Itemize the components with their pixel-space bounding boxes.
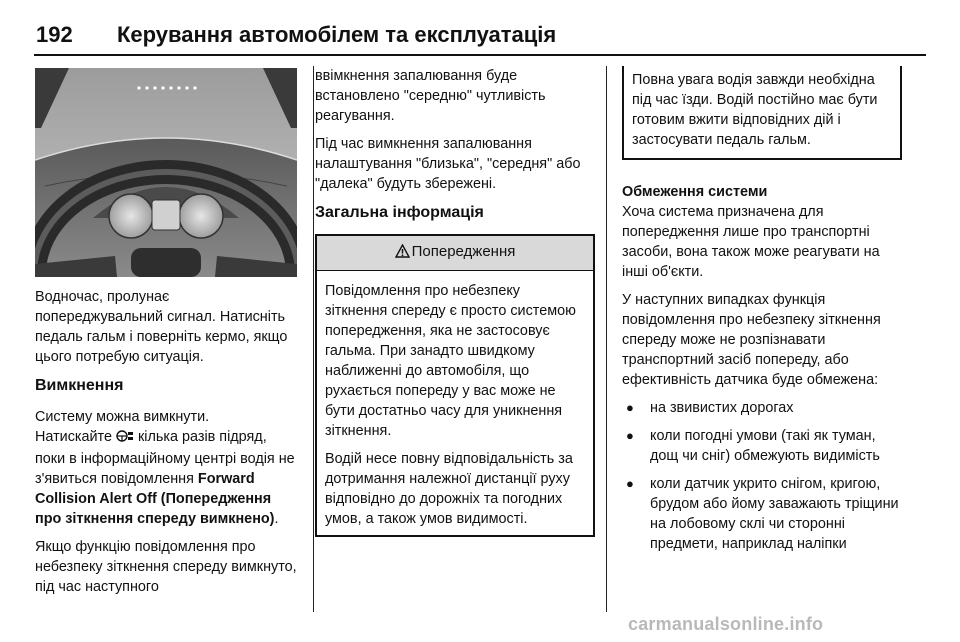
- column-left: [35, 287, 300, 605]
- page-title: Керування автомобілем та експлуатація: [117, 22, 557, 47]
- message-text: Forward Collision Alert Off (Попередження про зіткнення спереду вимкнено): [35, 471, 275, 527]
- page-number: 192: [36, 22, 73, 47]
- warning-body: [317, 271, 593, 535]
- paragraph: Водій несе повну відповідальність за дотримання належної дистанції руху відповідно до дорожніх та погодних умов, а також умов видимості.: [325, 451, 573, 527]
- warning-box: [315, 234, 595, 537]
- page-header: [0, 0, 960, 58]
- watermark: carmanualsonline.info: [628, 614, 824, 634]
- section-heading-limits: Обмеження системи: [622, 184, 768, 200]
- list-item: ● коли погодні умови (такі як туман, дощ чи сніг) обмежують видимість: [622, 426, 902, 466]
- section-heading-off: Вимкнення: [35, 377, 124, 394]
- column-divider-2: [606, 66, 607, 612]
- paragraph: Повідомлення про небезпеку зіткнення спереду є просто системою попередження, яка не застосовує гальма. При занадто швидкому наближенні до автомобіля, що рухається попереду у вас може не бути достатньо часу для уникнення зіткнення.: [325, 283, 576, 439]
- paragraph: У наступних випадках функція повідомлення про небезпеку зіткнення спереду може не розпізнавати транспортний засіб попереду, або ефективність датчика буде обмежена:: [622, 292, 881, 388]
- paragraph: ввімкнення запалювання буде встановлено "середню" чутливість реагування.: [315, 68, 546, 124]
- steering-wheel-distance-icon: [116, 429, 134, 449]
- paragraph: Хоча система призначена для попередження лише про транспортні засоби, вона також може реагувати на інші об'єкти.: [622, 204, 880, 280]
- warning-triangle-icon: [395, 244, 410, 264]
- hud-illustration: [35, 68, 297, 277]
- paragraph: Повна увага водія завжди необхідна під час їзди. Водій постійно має бути готовим вжити відповідних дій і застосувати педаль гальм.: [632, 72, 878, 148]
- list-item: ● коли датчик укрито снігом, кригою, брудом або йому заважають тріщини на лобовому склі чи сторонні предмети, наприклад наліпки: [622, 474, 902, 554]
- header-rule: [34, 54, 926, 56]
- paragraph: Під час вимкнення запалювання налаштування "близька", "середня" або "далека" будуть збережені.: [315, 136, 581, 192]
- paragraph: Системy можна вимкнути.: [35, 409, 210, 425]
- limitations-list: [622, 398, 902, 554]
- warning-header: [317, 236, 593, 271]
- list-item: ● на звивистих дорогах: [622, 398, 902, 418]
- warning-title: Попередження: [411, 243, 516, 260]
- column-divider-1: [313, 66, 314, 612]
- column-middle: [315, 66, 595, 537]
- paragraph: Якщо функцію повідомлення про небезпеку зіткнення спереду вимкнуто, під час наступного: [35, 539, 297, 595]
- column-right: [622, 66, 902, 562]
- warning-box-continued: [622, 66, 902, 160]
- section-heading-general: Загальна інформація: [315, 204, 484, 221]
- paragraph: Водночас, пролунає попереджувальний сигнал. Натисніть педаль гальм і поверніть кермо, якщо цього потребую ситуація.: [35, 289, 288, 365]
- paragraph-instruction: Натискайте кілька разів підряд, поки в інформаційному центрі водія не з'явиться повідомлення Forward Collision Alert Off (Попередження про зіткнення спереду вимкнено).: [35, 429, 295, 527]
- dashboard-drawing: [35, 68, 297, 277]
